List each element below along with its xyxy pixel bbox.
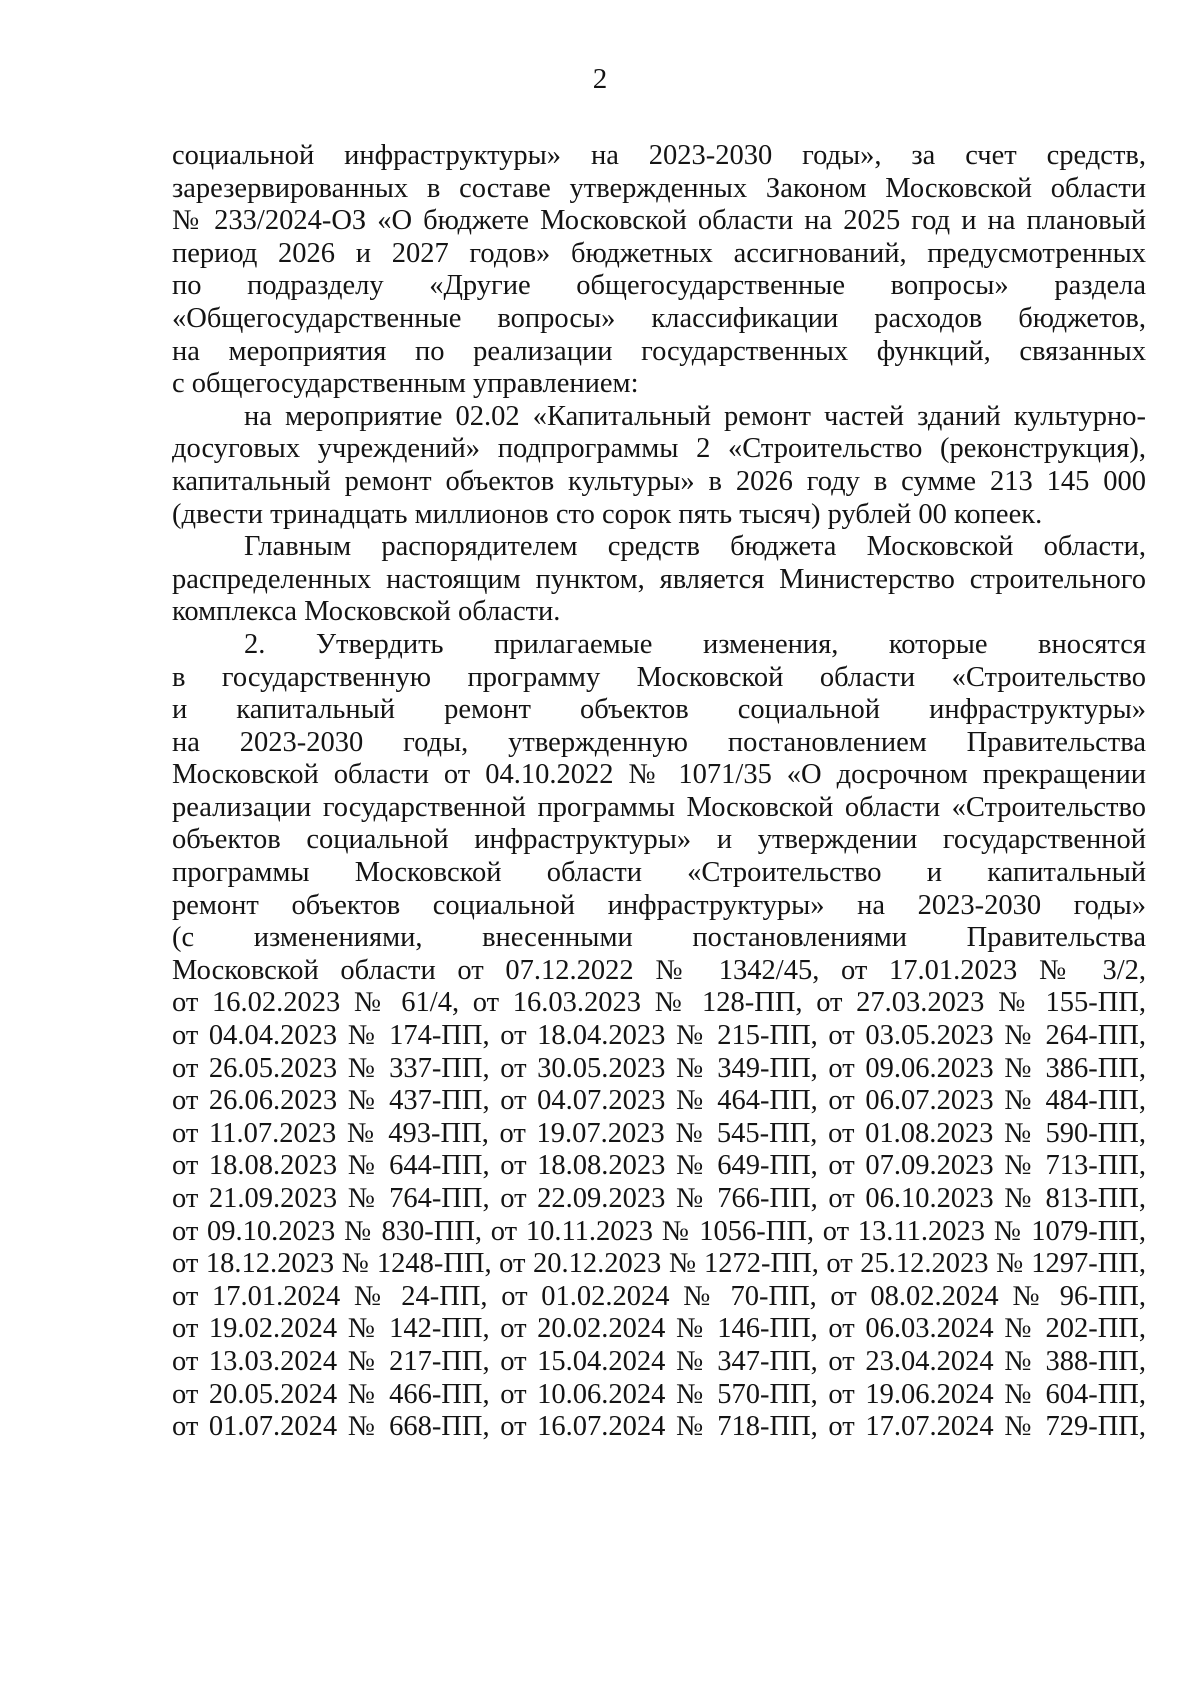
text-line: от 13.03.2024 № 217-ПП, от 15.04.2024 № 347-ПП, от 23.04.2024 № 388-ПП, bbox=[172, 1345, 1146, 1377]
text-line: ремонт объектов социальной инфраструктуры» на 2023-2030 годы» bbox=[172, 889, 1146, 921]
text-line: от 09.10.2023 № 830-ПП, от 10.11.2023 № 1056-ПП, от 13.11.2023 № 1079-ПП, bbox=[172, 1215, 1146, 1247]
text-line: от 26.06.2023 № 437-ПП, от 04.07.2023 № 464-ПП, от 06.07.2023 № 484-ПП, bbox=[172, 1085, 1146, 1117]
text-line: от 20.05.2024 № 466-ПП, от 10.06.2024 № 570-ПП, от 19.06.2024 № 604-ПП, bbox=[172, 1378, 1146, 1410]
text-line: 2. Утвердить прилагаемые изменения, которые вносятся bbox=[244, 628, 1146, 660]
text-line: от 19.02.2024 № 142-ПП, от 20.02.2024 № 146-ПП, от 06.03.2024 № 202-ПП, bbox=[172, 1313, 1146, 1345]
text-line: на 2023-2030 годы, утвержденную постановлением Правительства bbox=[172, 726, 1146, 758]
text-line: от 26.05.2023 № 337-ПП, от 30.05.2023 № 349-ПП, от 09.06.2023 № 386-ПП, bbox=[172, 1052, 1146, 1084]
text-line: программы Московской области «Строительство и капитальный bbox=[172, 857, 1146, 889]
text-line: реализации государственной программы Московской области «Строительство bbox=[172, 791, 1146, 823]
text-line: от 16.02.2023 № 61/4, от 16.03.2023 № 128-ПП, от 27.03.2023 № 155-ПП, bbox=[172, 987, 1146, 1019]
text-line: объектов социальной инфраструктуры» и утверждении государственной bbox=[172, 824, 1146, 856]
text-line: от 18.08.2023 № 644-ПП, от 18.08.2023 № 649-ПП, от 07.09.2023 № 713-ПП, bbox=[172, 1150, 1146, 1182]
text-line: от 04.04.2023 № 174-ПП, от 18.04.2023 № 215-ПП, от 03.05.2023 № 264-ПП, bbox=[172, 1020, 1146, 1052]
text-line: (с изменениями, внесенными постановлениями Правительства bbox=[172, 922, 1146, 954]
text-line: период 2026 и 2027 годов» бюджетных ассигнований, предусмотренных bbox=[172, 237, 1146, 269]
text-line: комплекса Московской области. bbox=[172, 596, 561, 628]
text-line: на мероприятие 02.02 «Капитальный ремонт частей зданий культурно- bbox=[244, 400, 1146, 432]
text-line: № 233/2024-ОЗ «О бюджете Московской области на 2025 год и на плановый bbox=[172, 205, 1146, 237]
text-line: от 18.12.2023 № 1248-ПП, от 20.12.2023 № 1272-ПП, от 25.12.2023 № 1297-ПП, bbox=[172, 1248, 1146, 1280]
text-line: с общегосударственным управлением: bbox=[172, 368, 639, 400]
text-line: Главным распорядителем средств бюджета Московской области, bbox=[244, 531, 1146, 563]
text-line: зарезервированных в составе утвержденных Законом Московской области bbox=[172, 172, 1146, 204]
text-line: от 17.01.2024 № 24-ПП, от 01.02.2024 № 70-ПП, от 08.02.2024 № 96-ПП, bbox=[172, 1280, 1146, 1312]
text-line: на мероприятия по реализации государственных функций, связанных bbox=[172, 335, 1146, 367]
text-line: и капитальный ремонт объектов социальной инфраструктуры» bbox=[172, 694, 1146, 726]
text-line: «Общегосударственные вопросы» классификации расходов бюджетов, bbox=[172, 302, 1146, 334]
text-line: от 11.07.2023 № 493-ПП, от 19.07.2023 № 545-ПП, от 01.08.2023 № 590-ПП, bbox=[172, 1117, 1146, 1149]
text-line: от 01.07.2024 № 668-ПП, от 16.07.2024 № 718-ПП, от 17.07.2024 № 729-ПП, bbox=[172, 1411, 1146, 1443]
text-line: в государственную программу Московской области «Строительство bbox=[172, 661, 1146, 693]
text-line: (двести тринадцать миллионов сто сорок пять тысяч) рублей 00 копеек. bbox=[172, 498, 1043, 530]
text-line: социальной инфраструктуры» на 2023-2030 годы», за счет средств, bbox=[172, 140, 1146, 171]
page-number: 2 bbox=[592, 63, 608, 95]
text-line: по подразделу «Другие общегосударственные вопросы» раздела bbox=[172, 270, 1146, 302]
text-line: распределенных настоящим пунктом, является Министерство строительного bbox=[172, 563, 1146, 595]
document-body bbox=[172, 140, 1146, 1444]
text-line: Московской области от 07.12.2022 № 1342/45, от 17.01.2023 № 3/2, bbox=[172, 954, 1146, 986]
text-line: Московской области от 04.10.2022 № 1071/35 «О досрочном прекращении bbox=[172, 759, 1146, 791]
text-line: досуговых учреждений» подпрограммы 2 «Строительство (реконструкция), bbox=[172, 433, 1146, 465]
text-line: от 21.09.2023 № 764-ПП, от 22.09.2023 № 766-ПП, от 06.10.2023 № 813-ПП, bbox=[172, 1183, 1146, 1214]
text-line: капитальный ремонт объектов культуры» в 2026 году в сумме 213 145 000 bbox=[172, 465, 1146, 497]
